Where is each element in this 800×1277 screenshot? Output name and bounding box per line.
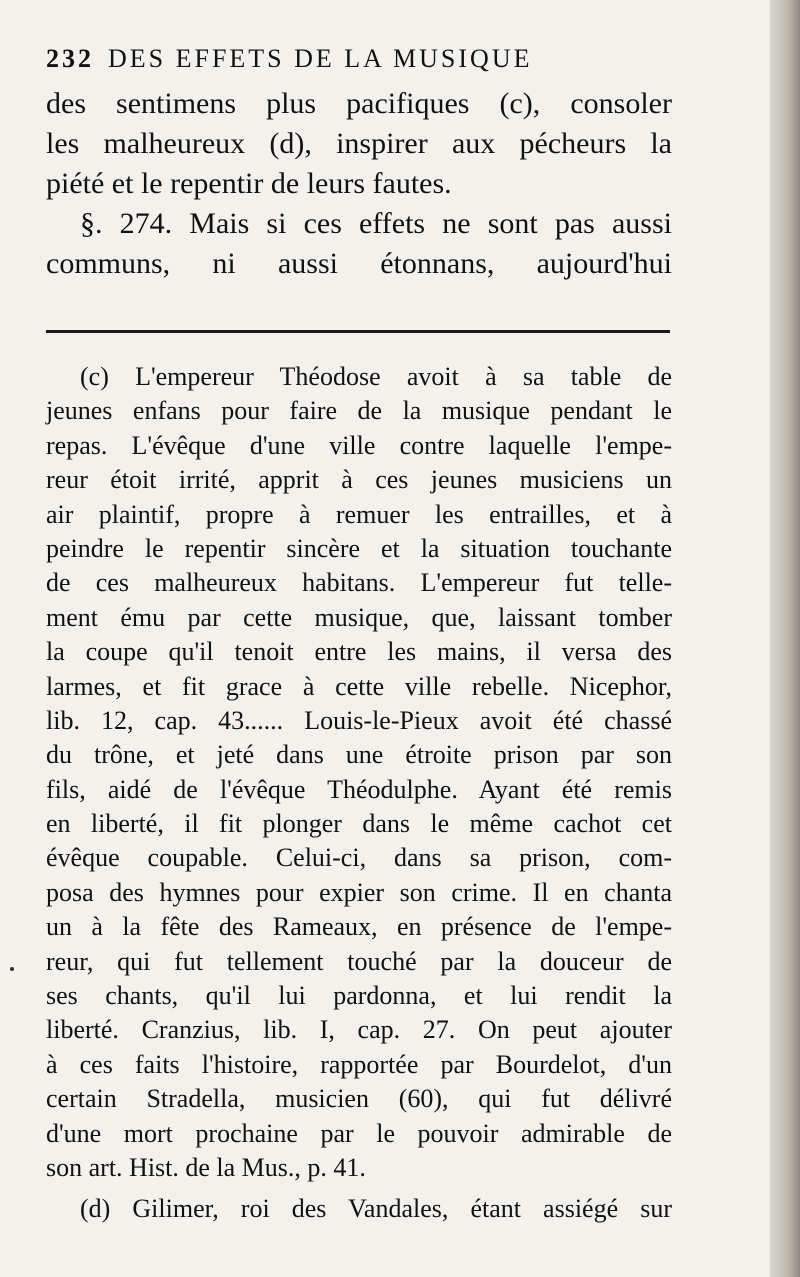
footnote-line: fils, aidé de l'évêque Théodulphe. Ayant été remis <box>46 774 672 804</box>
footnote-d <box>46 1192 672 1226</box>
text-line: piété et le repentir de leurs fautes. <box>46 167 452 200</box>
footnote-line: de ces malheureux habitans. L'empereur fut telle- <box>46 568 672 598</box>
footnote-line: peindre le repentir sincère et la situation touchante <box>46 533 672 563</box>
footnote-line: reur étoit irrité, apprit à ces jeunes musiciens un <box>46 465 672 495</box>
running-title: DES EFFETS DE LA MUSIQUE <box>108 44 533 73</box>
footnote-c <box>46 360 672 1185</box>
footnote-line: repas. L'évêque d'une ville contre laquelle l'empe- <box>46 430 672 460</box>
footnote-line: du trône, et jeté dans une étroite prison par son <box>46 740 672 770</box>
section-start-line: §. 274. Mais si ces effets ne sont pas aussi <box>80 207 672 240</box>
footnote-line: certain Stradella, musicien (60), qui fut délivré <box>46 1084 672 1114</box>
footnote-line: posa des hymnes pour expier son crime. Il en chanta <box>46 877 672 907</box>
main-text <box>46 84 672 284</box>
page-number: 232 <box>46 44 94 73</box>
page-speck <box>10 967 14 971</box>
footnote-line: la coupe qu'il tenoit entre les mains, il versa des <box>46 637 672 667</box>
footnote-line: lib. 12, cap. 43...... Louis-le-Pieux avoit été chassé <box>46 705 672 735</box>
footnote-line: un à la fête des Rameaux, en présence de l'empe- <box>46 912 672 942</box>
footnote-line: à ces faits l'histoire, rapportée par Bourdelot, d'un <box>46 1049 672 1079</box>
footnote-line: reur, qui fut tellement touché par la douceur de <box>46 946 672 976</box>
footnote-line: (d) Gilimer, roi des Vandales, étant assiégé sur <box>80 1194 672 1223</box>
footnote-line: ment ému par cette musique, que, laissant tomber <box>46 602 672 632</box>
text-line: communs, ni aussi étonnans, aujourd'hui <box>46 247 672 280</box>
text-line: les malheureux (d), inspirer aux pécheurs la <box>46 127 672 160</box>
footnote-line: larmes, et fit grace à cette ville rebelle. Nicephor, <box>46 671 672 701</box>
page-edge-shadow <box>770 0 800 1277</box>
footnote-divider <box>46 330 670 333</box>
footnote-line: en liberté, il fit plonger dans le même cachot cet <box>46 809 672 839</box>
footnote-line: évêque coupable. Celui-ci, dans sa prison, com- <box>46 843 672 873</box>
footnote-line: (c) L'empereur Théodose avoit à sa table de <box>80 362 672 391</box>
footnote-line: liberté. Cranzius, lib. I, cap. 27. On peut ajouter <box>46 1015 672 1045</box>
text-line: des sentimens plus pacifiques (c), consoler <box>46 87 672 120</box>
footnote-line: ses chants, qu'il lui pardonna, et lui rendit la <box>46 981 672 1011</box>
footnote-line: jeunes enfans pour faire de la musique pendant le <box>46 396 672 426</box>
footnote-line: air plaintif, propre à remuer les entrailles, et à <box>46 499 672 529</box>
running-header <box>46 44 686 84</box>
footnote-line: d'une mort prochaine par le pouvoir admirable de <box>46 1118 672 1148</box>
footnote-line: son art. Hist. de la Mus., p. 41. <box>46 1152 366 1182</box>
